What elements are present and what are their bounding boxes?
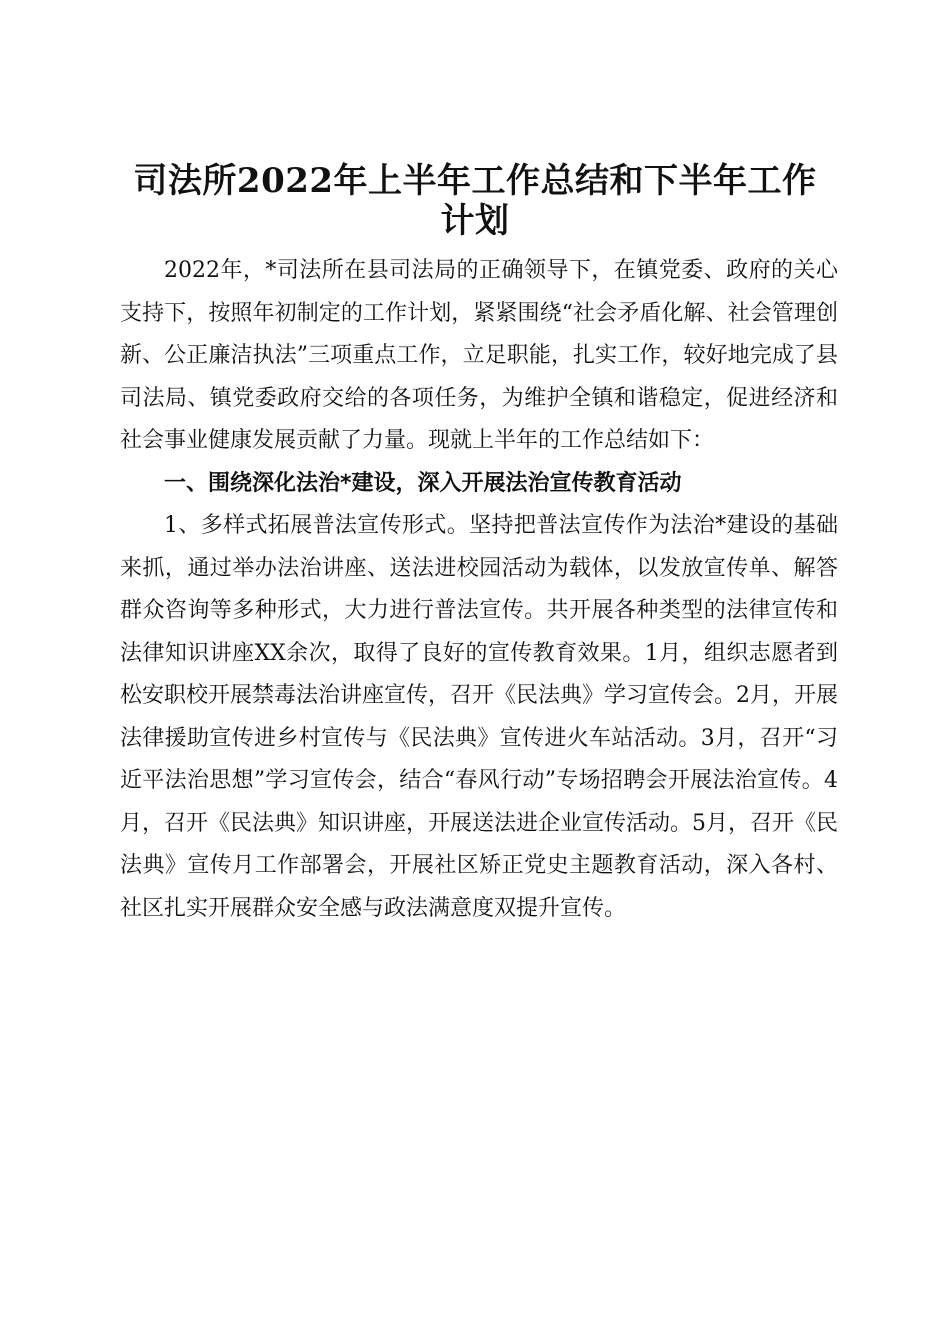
document-title (100, 161, 850, 241)
document-body (120, 250, 838, 930)
intro-paragraph: 2022年，*司法所在县司法局的正确领导下，在镇党委、政府的关心支持下，按照年初制定的工作计划，紧紧围绕“社会矛盾化解、社会管理创新、公正廉洁执法”三项重点工作，立足职能，扎实工作，较好地完成了县司法局、镇党委政府交给的各项任务，为维护全镇和谐稳定，促进经济和社会事业健康发展贡献了力量。现就上半年的工作总结如下： (120, 258, 838, 453)
section-1-heading: 一、围绕深化法治*建设，深入开展法治宣传教育活动 (164, 470, 682, 496)
title-line-2: 计划 (440, 200, 510, 241)
title-line-1: 司法所2022年上半年工作总结和下半年工作 (133, 160, 817, 201)
section-1-paragraph-1: 1、多样式拓展普法宣传形式。坚持把普法宣传作为法治*建设的基础来抓，通过举办法治讲座、送法进校园活动为载体，以发放宣传单、解答群众咨询等多种形式，大力进行普法宣传。共开展各种类型的法律宣传和法律知识讲座XX余次，取得了良好的宣传教育效果。1月，组织志愿者到松安职校开展禁毒法治讲座宣传，召开《民法典》学习宣传会。2月，开展法律援助宣传进乡村宣传与《民法典》宣传进火车站活动。3月，召开“习近平法治思想”学习宣传会，结合“春风行动”专场招聘会开展法治宣传。4月，召开《民法典》知识讲座，开展送法进企业宣传活动。5月，召开《民法典》宣传月工作部署会，开展社区矫正党史主题教育活动，深入各村、社区扎实开展群众安全感与政法满意度双提升宣传。 (120, 513, 838, 921)
